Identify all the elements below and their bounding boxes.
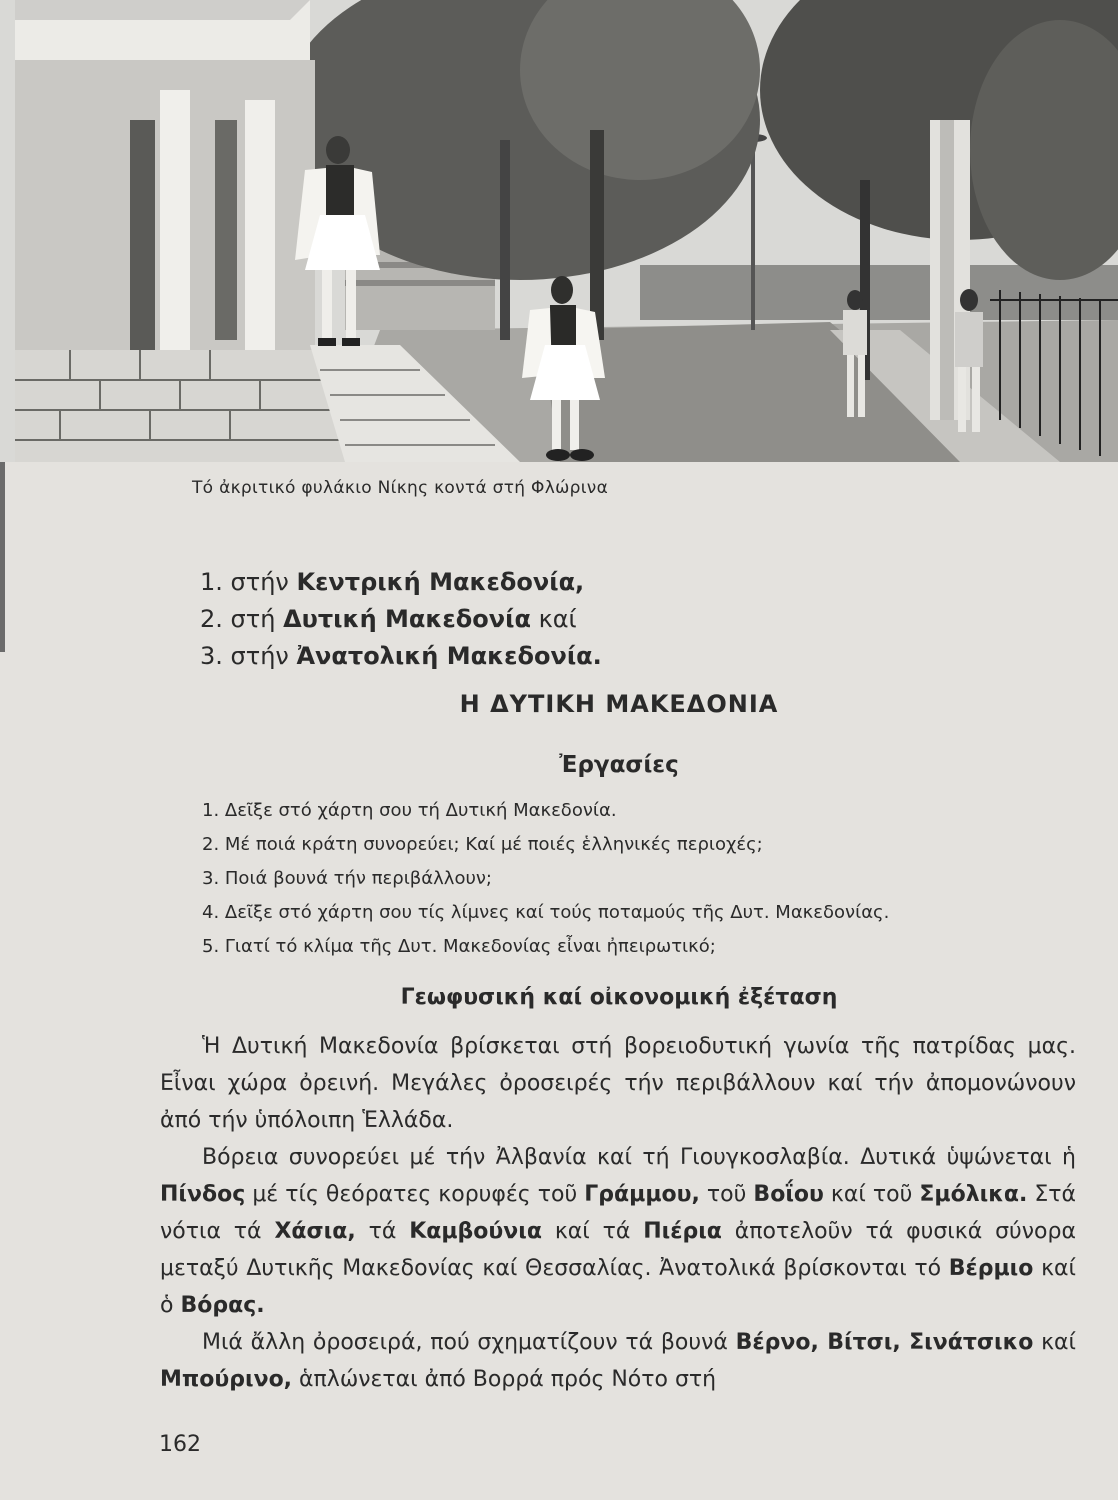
list-suffix: καί [538,605,577,633]
region-name: Δυτική Μακεδονία [283,605,531,633]
task-item: 3. Ποιά βουνά τήν περιβάλλουν; [202,868,492,889]
list-number: 2. [200,605,223,633]
task-item: 5. Γιατί τό κλίμα τῆς Δυτ. Μακεδονίας εἶναι ἠπειρωτικό; [202,936,716,957]
page-number: 162 [159,1432,201,1457]
tasks-title: Ἐργασίες [559,752,679,778]
paragraph-1: Ἡ Δυτική Μακεδονία βρίσκεται στή βορειοδυτική γωνία τῆς πατρίδας μας. Εἶναι χώρα ὀρεινή. Μεγάλες ὀροσειρές τήν περιβάλλουν καί τήν ἀπομονώνουν ἀπό τήν ὑπόλοιπη Ἑλλάδα. [160,1034,1076,1133]
paragraph-2: Βόρεια συνορεύει μέ τήν Ἀλβανία καί τή Γιουγκοσλαβία. Δυτικά ὑψώνεται ἡ Πίνδος μέ τίς θεόρατες κορυφές τοῦ Γράμμου, τοῦ Βοΐου καί τοῦ Σμόλικα. Στά νότια τά Χάσια, τά Καμβούνια καί τά Πιέρια ἀποτελοῦν τά φυσικά σύνορα μεταξύ Δυτικῆς Μακεδονίας καί Θεσσαλίας. Ἀνατολικά βρίσκονται τό Βέρμιο καί ὁ Βόρας. [160,1145,1077,1318]
macedonia-regions-list [200,564,602,675]
task-item: 2. Μέ ποιά κράτη συνορεύει; Καί μέ ποιές ἑλληνικές περιοχές; [202,834,763,855]
tasks-list [202,794,889,964]
list-number: 3. [200,642,223,670]
section-title: Η ΔΥΤΙΚΗ ΜΑΚΕΔΟΝΙΑ [459,690,779,718]
region-name: Ἀνατολική Μακεδονία. [296,642,602,670]
list-item [200,601,602,638]
paragraph-3: Μιά ἄλλη ὀροσειρά, πού σχηματίζουν τά βουνά Βέρνο, Βίτσι, Σινάτσικο καί Μπούρινο, ἁπλώνεται ἀπό Βορρά πρός Νότο στή [160,1330,1076,1392]
photo-caption: Τό ἀκριτικό φυλάκιο Νίκης κοντά στή Φλώρινα [192,478,609,498]
list-number: 1. [200,568,223,596]
list-prefix: στήν [230,568,289,596]
geo-section-title: Γεωφυσική καί οἰκονομική ἐξέταση [400,985,838,1010]
list-prefix: στήν [230,642,289,670]
body-text [160,1028,1076,1398]
task-item: 1. Δεῖξε στό χάρτη σου τή Δυτική Μακεδονία. [202,800,617,821]
photo-border-guardhouse [0,0,1118,462]
list-prefix: στή [230,605,276,633]
page-spine-shadow [0,462,5,652]
task-item: 4. Δεῖξε στό χάρτη σου τίς λίμνες καί τούς ποταμούς τῆς Δυτ. Μακεδονίας. [202,902,890,923]
list-item [200,638,602,675]
region-name: Κεντρική Μακεδονία, [296,568,585,596]
list-item [200,564,602,601]
